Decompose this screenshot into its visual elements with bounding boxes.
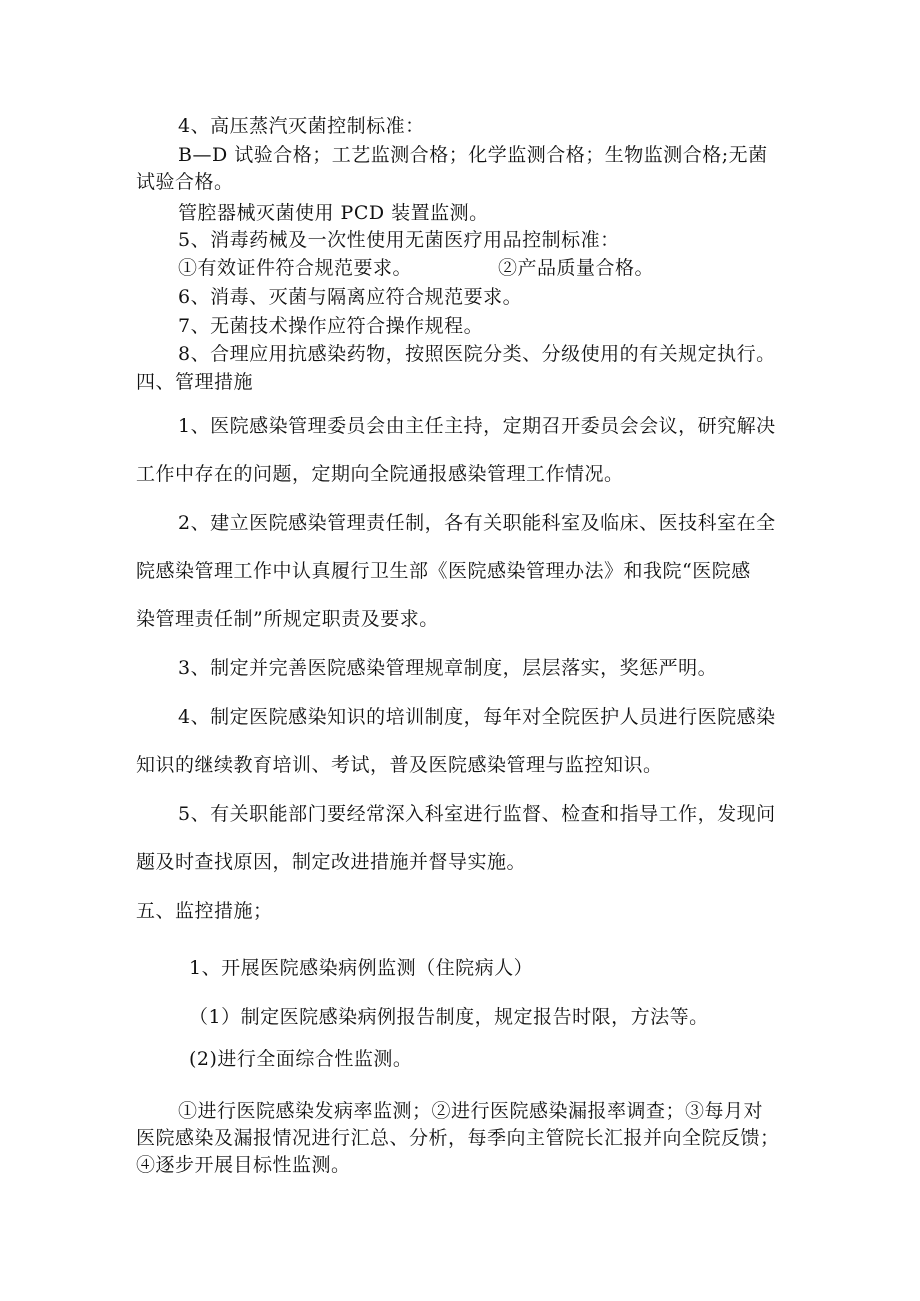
section-6-text: 6、消毒、灭菌与隔离应符合规范要求。 xyxy=(178,286,523,308)
part-4-paragraph-2-line-1: 2、建立医院感染管理责任制，各有关职能科室及临床、医技科室在全 xyxy=(178,512,776,534)
part-4-paragraph-3-line-1: 3、制定并完善医院感染管理规章制度，层层落实，奖惩严明。 xyxy=(178,657,718,679)
part-5-heading: 五、监控措施； xyxy=(136,900,273,922)
part-4-paragraph-5-line-1: 5、有关职能部门要经常深入科室进行监督、检查和指导工作，发现问 xyxy=(178,803,776,825)
part-4-paragraph-2-line-2: 院感染管理工作中认真履行卫生部《医院感染管理办法》和我院“医院感 xyxy=(136,560,751,582)
part-4-heading: 四、管理措施 xyxy=(136,371,254,393)
section-5-item-1: ①有效证件符合规范要求。 xyxy=(178,257,413,279)
section-5-items xyxy=(178,256,654,280)
section-4-line-3: 管腔器械灭菌使用 PCD 装置监测。 xyxy=(178,202,489,224)
part-4-paragraph-4-line-1: 4、制定医院感染知识的培训制度，每年对全院医护人员进行医院感染 xyxy=(178,706,776,728)
section-8-text: 8、合理应用抗感染药物，按照医院分类、分级使用的有关规定执行。 xyxy=(178,343,776,365)
part-4-paragraph-1-line-1: 1、医院感染管理委员会由主任主持，定期召开委员会会议，研究解决 xyxy=(178,415,776,437)
part-4-paragraph-5-line-2: 题及时查找原因，制定改进措施并督导实施。 xyxy=(136,851,527,873)
part-4-paragraph-1-line-2: 工作中存在的问题，定期向全院通报感染管理工作情况。 xyxy=(136,463,624,485)
part-4-paragraph-2-line-3: 染管理责任制”所规定职责及要求。 xyxy=(136,608,439,630)
part-5-detail-line-3: ④逐步开展目标性监测。 xyxy=(136,1154,351,1176)
section-4-line-1: B—D 试验合格；工艺监测合格；化学监测合格；生物监测合格;无菌 xyxy=(178,144,768,166)
section-4-heading: 4、高压蒸汽灭菌控制标准： xyxy=(178,115,425,137)
part-5-detail-line-2: 医院感染及漏报情况进行汇总、分析，每季向主管院长汇报并向全院反馈； xyxy=(136,1127,780,1149)
part-5-sub-item-1: （1）制定医院感染病例报告制度，规定报告时限，方法等。 xyxy=(189,1006,709,1028)
section-5-heading: 5、消毒药械及一次性使用无菌医疗用品控制标准： xyxy=(178,229,620,251)
section-7-text: 7、无菌技术操作应符合操作规程。 xyxy=(178,315,484,337)
section-5-item-2: ②产品质量合格。 xyxy=(498,257,655,279)
part-4-paragraph-4-line-2: 知识的继续教育培训、考试，普及医院感染管理与监控知识。 xyxy=(136,754,663,776)
part-5-detail-line-1: ①进行医院感染发病率监测；②进行医院感染漏报率调查；③每月对 xyxy=(178,1100,764,1122)
part-5-item-1: 1、开展医院感染病例监测（住院病人） xyxy=(189,957,534,979)
part-5-sub-item-2: (2)进行全面综合性监测。 xyxy=(189,1048,413,1070)
section-4-line-2: 试验合格。 xyxy=(136,171,234,193)
